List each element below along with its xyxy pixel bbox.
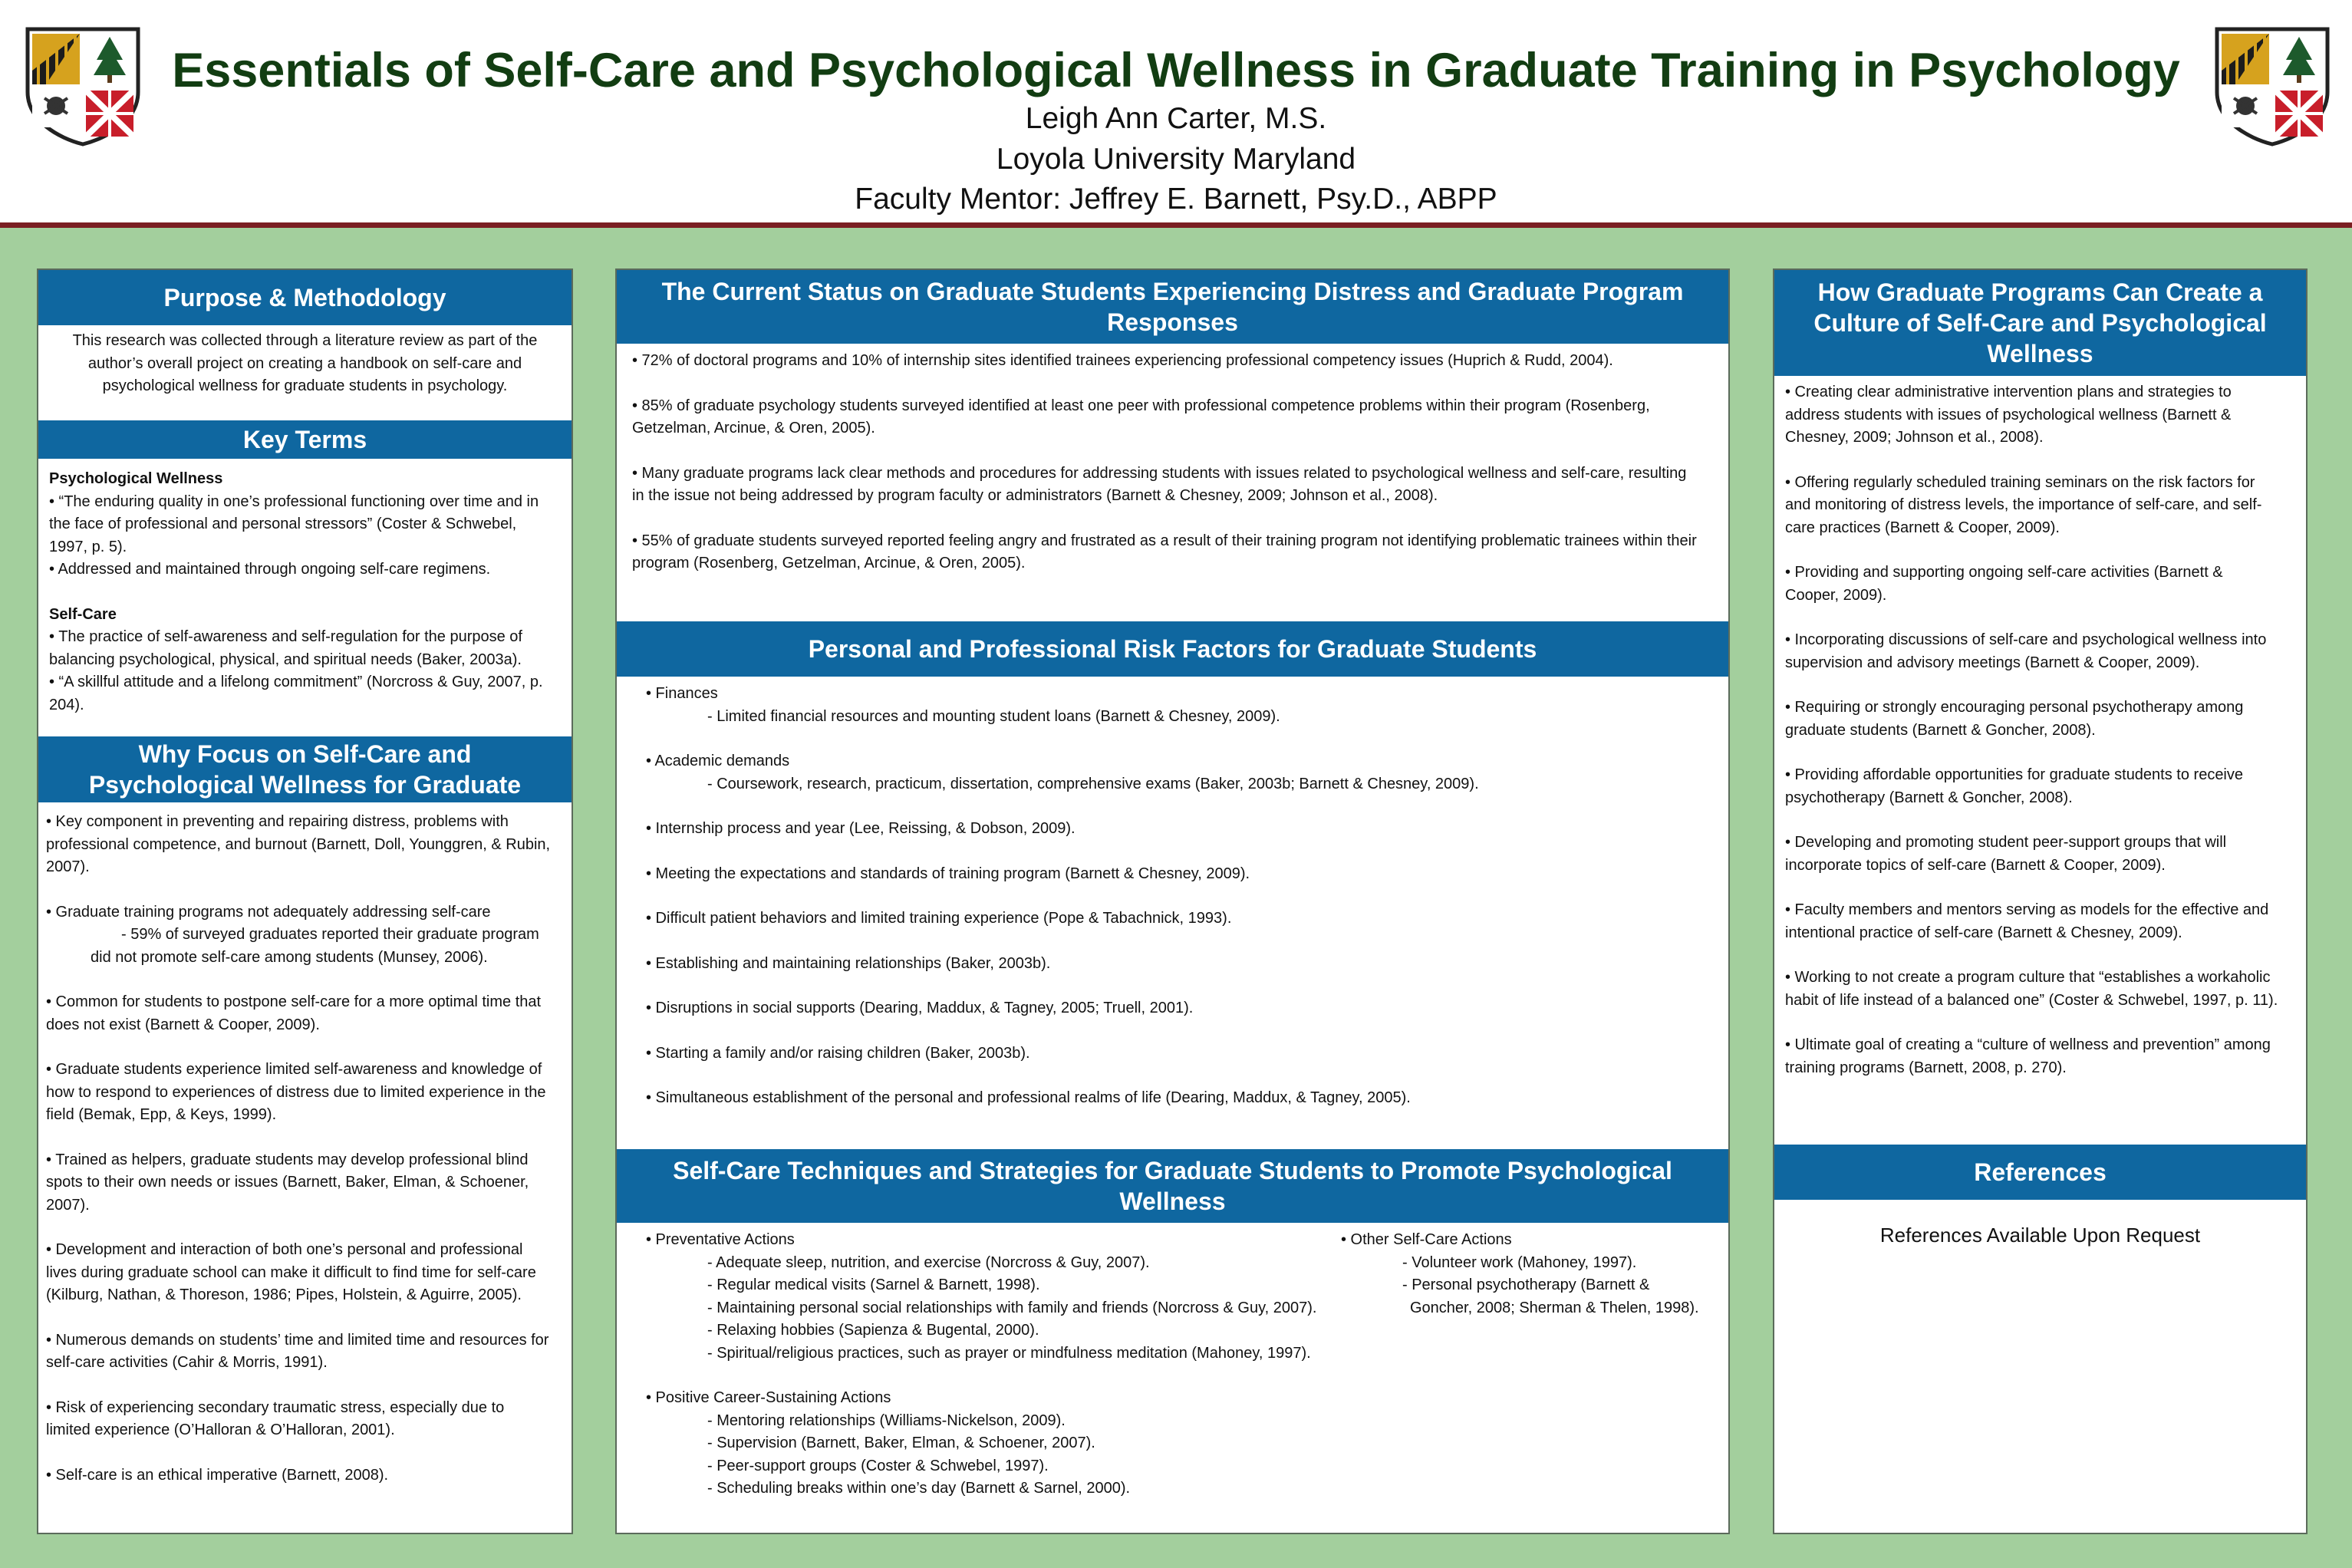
technique-item: - Peer-support groups (Coster & Schwebel, 1997). <box>707 1457 1049 1474</box>
why-focus-heading <box>38 736 572 802</box>
culture-heading <box>1774 270 2306 376</box>
culture-line: and monitoring of distress levels, the importance of self-care, and self- <box>1785 496 2262 513</box>
current-status-line: • 55% of graduate students surveyed reported feeling angry and frustrated as a result of their training program not identifying problematic trainees within their <box>632 532 1697 549</box>
why-focus-line: • Common for students to postpone self-care for a more optimal time that <box>46 993 542 1010</box>
key-terms-heading: Key Terms <box>38 420 572 459</box>
techniques-right-list <box>1341 1229 1709 1319</box>
technique-item: - Mentoring relationships (Williams-Nickelson, 2009). <box>707 1412 1066 1429</box>
current-status-line: program (Rosenberg, Getzelman, Arcinue, & Oren, 2005). <box>632 555 1026 572</box>
why-focus-subline: - 59% of surveyed graduates reported their graduate program <box>121 926 539 943</box>
culture-heading-line: Culture of Self-Care and Psychological <box>1813 309 2267 337</box>
right-column-panel <box>1773 268 2308 1534</box>
current-status-line: in the issue not being addressed by program faculty or administrators (Barnett & Chesney, 2009; Johnson et al., 2008). <box>632 487 1438 504</box>
why-focus-line: • Graduate students experience limited self-awareness and knowledge of <box>46 1061 542 1078</box>
faculty-mentor: Faculty Mentor: Jeffrey E. Barnett, Psy.D., ABPP <box>855 183 1497 216</box>
key-term-line: • “The enduring quality in one’s professional functioning over time and in <box>49 492 539 510</box>
risk-factors-body <box>617 683 1728 1151</box>
culture-line: psychotherapy (Barnett & Goncher, 2008). <box>1785 789 2073 806</box>
key-term-line: the face of professional and personal stressors” (Coster & Schwebel, <box>49 516 517 532</box>
why-focus-line: limited experience (O’Halloran & O’Halloran, 2001). <box>46 1421 395 1438</box>
why-focus-line: • Development and interaction of both one’s personal and professional <box>46 1241 523 1258</box>
culture-line: • Ultimate goal of creating a “culture of wellness and prevention” among <box>1785 1036 2271 1053</box>
references-body: References Available Upon Request <box>1879 1224 2201 1247</box>
culture-line: • Requiring or strongly encouraging personal psychotherapy among <box>1785 699 2244 716</box>
why-focus-line: spots to their own needs or issues (Barnett, Baker, Elman, & Schoener, <box>46 1174 529 1191</box>
techniques-heading-line: Wellness <box>1119 1188 1226 1215</box>
culture-line: • Creating clear administrative intervention plans and strategies to <box>1785 384 2232 400</box>
why-focus-line: lives during graduate school can make it difficult to find time for self-care <box>46 1263 536 1281</box>
culture-line: supervision and advisory meetings (Barnett & Cooper, 2009). <box>1785 654 2200 671</box>
risk-factor-subitem: - Coursework, research, practicum, dissertation, comprehensive exams (Baker, 2003b; Barnett & Chesney, 2009). <box>707 775 1479 792</box>
risk-factor-item: • Establishing and maintaining relationships (Baker, 2003b). <box>646 954 1051 972</box>
risk-factor-item: • Academic demands <box>646 753 790 769</box>
technique-item: - Scheduling breaks within one’s day (Barnett & Sarnel, 2000). <box>707 1480 1131 1497</box>
poster-header <box>0 0 2352 228</box>
technique-item: - Spiritual/religious practices, such as prayer or mindfulness meditation (Mahoney, 1997). <box>707 1344 1311 1362</box>
purpose-line: psychological wellness for graduate students in psychology. <box>102 377 508 394</box>
term-self-care: Self-Care <box>49 605 117 623</box>
technique-group-label: • Other Self-Care Actions <box>1341 1231 1512 1248</box>
why-focus-line: (Kilburg, Nathan, & Thoreson, 1986; Pipes, Holstein, & Aguirre, 2005). <box>46 1286 522 1303</box>
technique-item: - Relaxing hobbies (Sapienza & Bugental, 2000). <box>707 1322 1039 1339</box>
culture-line: • Faculty members and mentors serving as models for the effective and <box>1785 901 2269 918</box>
culture-line: • Providing and supporting ongoing self-care activities (Barnett & <box>1785 564 2223 581</box>
technique-item: Goncher, 2008; Sherman & Thelen, 1998). <box>1410 1299 1699 1316</box>
culture-body <box>1774 381 2306 1118</box>
author-name: Leigh Ann Carter, M.S. <box>1025 102 1327 135</box>
technique-item: - Maintaining personal social relationships with family and friends (Norcross & Guy, 2007). <box>707 1299 1317 1316</box>
why-focus-line: • Risk of experiencing secondary traumatic stress, especially due to <box>46 1398 505 1416</box>
risk-factor-item: • Difficult patient behaviors and limited training experience (Pope & Tabachnick, 1993). <box>646 910 1232 927</box>
techniques-heading <box>617 1149 1728 1223</box>
key-term-line: • Addressed and maintained through ongoing self-care regimens. <box>49 561 491 578</box>
middle-column-panel <box>615 268 1730 1534</box>
culture-line: • Offering regularly scheduled training seminars on the risk factors for <box>1785 473 2255 491</box>
current-status-line: Getzelman, Arcinue, & Oren, 2005). <box>632 420 875 436</box>
poster-title: Essentials of Self-Care and Psychological Wellness in Graduate Training in Psychology <box>172 44 2180 97</box>
current-status-heading-line: The Current Status on Graduate Students Experiencing Distress and Graduate Program <box>661 278 1684 305</box>
left-column-panel <box>37 268 573 1534</box>
culture-line: Cooper, 2009). <box>1785 586 1887 604</box>
technique-group-label: • Positive Career-Sustaining Actions <box>646 1389 891 1406</box>
purpose-body <box>38 330 572 416</box>
technique-item: - Volunteer work (Mahoney, 1997). <box>1402 1253 1637 1271</box>
culture-line: habit of life instead of a balanced one” (Coster & Schwebel, 1997, p. 11). <box>1785 991 2278 1009</box>
key-term-line: • “A skillful attitude and a lifelong commitment” (Norcross & Guy, 2007, p. <box>49 674 543 690</box>
culture-heading-line: How Graduate Programs Can Create a <box>1817 278 2263 306</box>
purpose-line: This research was collected through a literature review as part of the <box>72 332 538 349</box>
why-focus-line: self-care activities (Cahir & Morris, 1991). <box>46 1354 328 1371</box>
culture-line: • Incorporating discussions of self-care and psychological wellness into <box>1785 631 2267 648</box>
why-focus-line: • Numerous demands on students’ time and limited time and resources for <box>46 1331 549 1349</box>
why-focus-line: 2007). <box>46 1196 90 1214</box>
risk-factors-heading: Personal and Professional Risk Factors for Graduate Students <box>617 621 1728 677</box>
risk-factor-item: • Starting a family and/or raising children (Baker, 2003b). <box>646 1044 1030 1062</box>
culture-line: • Providing affordable opportunities for graduate students to receive <box>1785 766 2244 783</box>
culture-heading-line: Wellness <box>1987 340 2093 367</box>
why-focus-line: • Key component in preventing and repairing distress, problems with <box>46 813 509 830</box>
risk-factor-item: • Finances <box>646 685 718 702</box>
techniques-heading-line: Self-Care Techniques and Strategies for Graduate Students to Promote Psychological <box>673 1157 1672 1184</box>
risk-factor-item: • Disruptions in social supports (Dearing, Maddux, & Tagney, 2005; Truell, 2001). <box>646 1000 1194 1016</box>
key-term-line: 1997, p. 5). <box>49 538 127 555</box>
technique-item: - Regular medical visits (Sarnel & Barnett, 1998). <box>707 1276 1040 1293</box>
technique-group-label: • Preventative Actions <box>646 1231 795 1248</box>
term-psychological-wellness: Psychological Wellness <box>49 470 223 487</box>
culture-line: training programs (Barnett, 2008, p. 270). <box>1785 1059 2067 1076</box>
why-focus-body <box>38 811 572 1532</box>
key-term-line: 204). <box>49 696 84 713</box>
culture-line: • Developing and promoting student peer-support groups that will <box>1785 834 2227 851</box>
culture-line: Chesney, 2009; Johnson et al., 2008). <box>1785 429 2044 446</box>
culture-line: care practices (Barnett & Cooper, 2009). <box>1785 519 2060 536</box>
current-status-line: • 85% of graduate psychology students surveyed identified at least one peer with professional competence problems within their program (Rosenberg, <box>632 397 1650 414</box>
current-status-heading <box>617 270 1728 344</box>
why-focus-line: does not exist (Barnett & Cooper, 2009). <box>46 1016 320 1033</box>
references-heading: References <box>1774 1145 2306 1200</box>
loyola-crest-icon <box>23 25 143 147</box>
why-focus-line: • Self-care is an ethical imperative (Barnett, 2008). <box>46 1466 389 1484</box>
purpose-line: author’s overall project on creating a handbook on self-care and <box>87 354 522 372</box>
technique-item: - Personal psychotherapy (Barnett & <box>1402 1276 1650 1293</box>
why-focus-line: • Trained as helpers, graduate students may develop professional blind <box>46 1151 529 1168</box>
culture-line: • Working to not create a program culture that “establishes a workaholic <box>1785 969 2271 986</box>
technique-item: - Supervision (Barnett, Baker, Elman, & Schoener, 2007). <box>707 1435 1095 1451</box>
loyola-crest-icon <box>2212 25 2332 147</box>
why-focus-line: field (Bemak, Epp, & Keys, 1999). <box>46 1106 277 1123</box>
culture-line: graduate students (Barnett & Goncher, 2008). <box>1785 721 2096 739</box>
why-focus-subline: did not promote self-care among students (Munsey, 2006). <box>91 948 488 966</box>
author-affiliation: Loyola University Maryland <box>996 143 1356 176</box>
why-focus-line: 2007). <box>46 858 90 875</box>
current-status-heading-line: Responses <box>1107 308 1238 336</box>
culture-line: intentional practice of self-care (Barnett & Chesney, 2009). <box>1785 924 2182 941</box>
why-focus-line: • Graduate training programs not adequately addressing self-care <box>46 903 491 921</box>
technique-item: - Adequate sleep, nutrition, and exercise (Norcross & Guy, 2007). <box>707 1253 1150 1271</box>
techniques-body <box>617 1229 1728 1528</box>
why-focus-line: how to respond to experiences of distress due to limited experience in the <box>46 1083 546 1101</box>
purpose-heading: Purpose & Methodology <box>38 270 572 325</box>
culture-line: incorporate topics of self-care (Barnett & Cooper, 2009). <box>1785 856 2166 874</box>
techniques-left-list <box>646 1229 1336 1500</box>
current-status-line: • 72% of doctoral programs and 10% of internship sites identified trainees experiencing professional competency issues (Huprich & Rudd, 2004). <box>632 352 1613 369</box>
risk-factor-subitem: - Limited financial resources and mounting student loans (Barnett & Chesney, 2009). <box>707 707 1280 725</box>
why-focus-line: professional competence, and burnout (Barnett, Doll, Younggren, & Rubin, <box>46 835 551 853</box>
risk-factor-item: • Internship process and year (Lee, Reissing, & Dobson, 2009). <box>646 820 1076 837</box>
current-status-body <box>617 350 1728 618</box>
key-term-line: • The practice of self-awareness and self-regulation for the purpose of <box>49 628 522 645</box>
why-focus-heading-line: Psychological Wellness for Graduate <box>88 771 522 799</box>
culture-line: address students with issues of psychological wellness (Barnett & <box>1785 406 2232 423</box>
key-terms-body <box>38 468 572 736</box>
risk-factor-item: • Meeting the expectations and standards of training program (Barnett & Chesney, 2009). <box>646 865 1250 882</box>
key-term-line: balancing psychological, physical, and spiritual needs (Baker, 2003a). <box>49 651 522 668</box>
risk-factor-item: • Simultaneous establishment of the personal and professional realms of life (Dearing, Maddux, & Tagney, 2005). <box>646 1089 1411 1106</box>
current-status-line: • Many graduate programs lack clear methods and procedures for addressing students with issues related to psychological wellness and self-care, resulting <box>632 464 1687 482</box>
why-focus-heading-line: Why Focus on Self-Care and <box>138 740 472 768</box>
